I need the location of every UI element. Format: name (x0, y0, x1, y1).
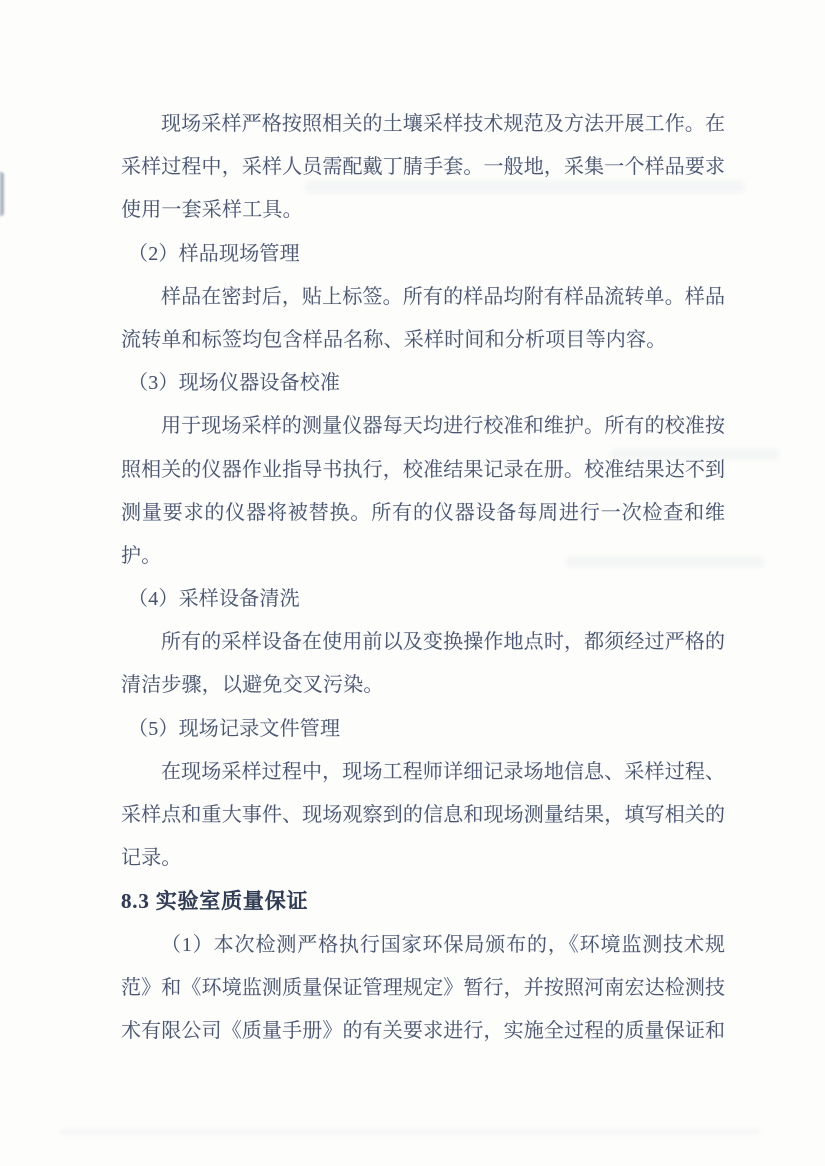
scan-edge-artifact (0, 172, 4, 216)
list-item-line: （3）现场仪器设备校准 (128, 372, 341, 395)
scan-smudge (60, 1128, 760, 1135)
text-line: 护。 (121, 544, 162, 567)
text-line: 采样过程中，采样人员需配戴丁腈手套。一般地，采集一个样品要求 (121, 156, 725, 179)
text-line: 范》和《环境监测质量保证管理规定》暂行，并按照河南宏达检测技 (121, 976, 725, 999)
text-line: 照相关的仪器作业指导书执行，校准结果记录在册。校准结果达不到 (121, 458, 725, 481)
text-line: 测量要求的仪器将被替换。所有的仪器设备每周进行一次检查和维 (121, 501, 725, 524)
paragraph-first-line: 用于现场采样的测量仪器每天均进行校准和维护。所有的校准按 (161, 415, 725, 438)
text-line: 流转单和标签均包含样品名称、采样时间和分析项目等内容。 (121, 328, 667, 351)
section-heading: 8.3 实验室质量保证 (121, 889, 309, 914)
page-content (121, 103, 725, 1053)
list-item-line: （2）样品现场管理 (128, 242, 300, 265)
list-item-line: （4）采样设备清洗 (128, 588, 300, 611)
text-line: 清洁步骤，以避免交叉污染。 (121, 674, 384, 697)
paragraph-first-line: 现场采样严格按照相关的土壤采样技术规范及方法开展工作。在 (161, 113, 725, 135)
text-line: 采样点和重大事件、现场观察到的信息和现场测量结果，填写相关的 (121, 804, 725, 826)
paragraph-first-line: （1）本次检测严格执行国家环保局颁布的，《环境监测技术规 (161, 933, 725, 956)
text-line: 术有限公司《质量手册》的有关要求进行，实施全过程的质量保证和 (121, 1019, 725, 1042)
text-line: 使用一套采样工具。 (121, 199, 303, 222)
text-line: 记录。 (121, 847, 182, 870)
paragraph-first-line: 在现场采样过程中，现场工程师详细记录场地信息、采样过程、 (161, 760, 725, 783)
paragraph-first-line: 所有的采样设备在使用前以及变换操作地点时，都须经过严格的 (161, 631, 725, 654)
paragraph-first-line: 样品在密封后，贴上标签。所有的样品均附有样品流转单。样品 (161, 285, 725, 308)
list-item-line: （5）现场记录文件管理 (128, 717, 341, 740)
